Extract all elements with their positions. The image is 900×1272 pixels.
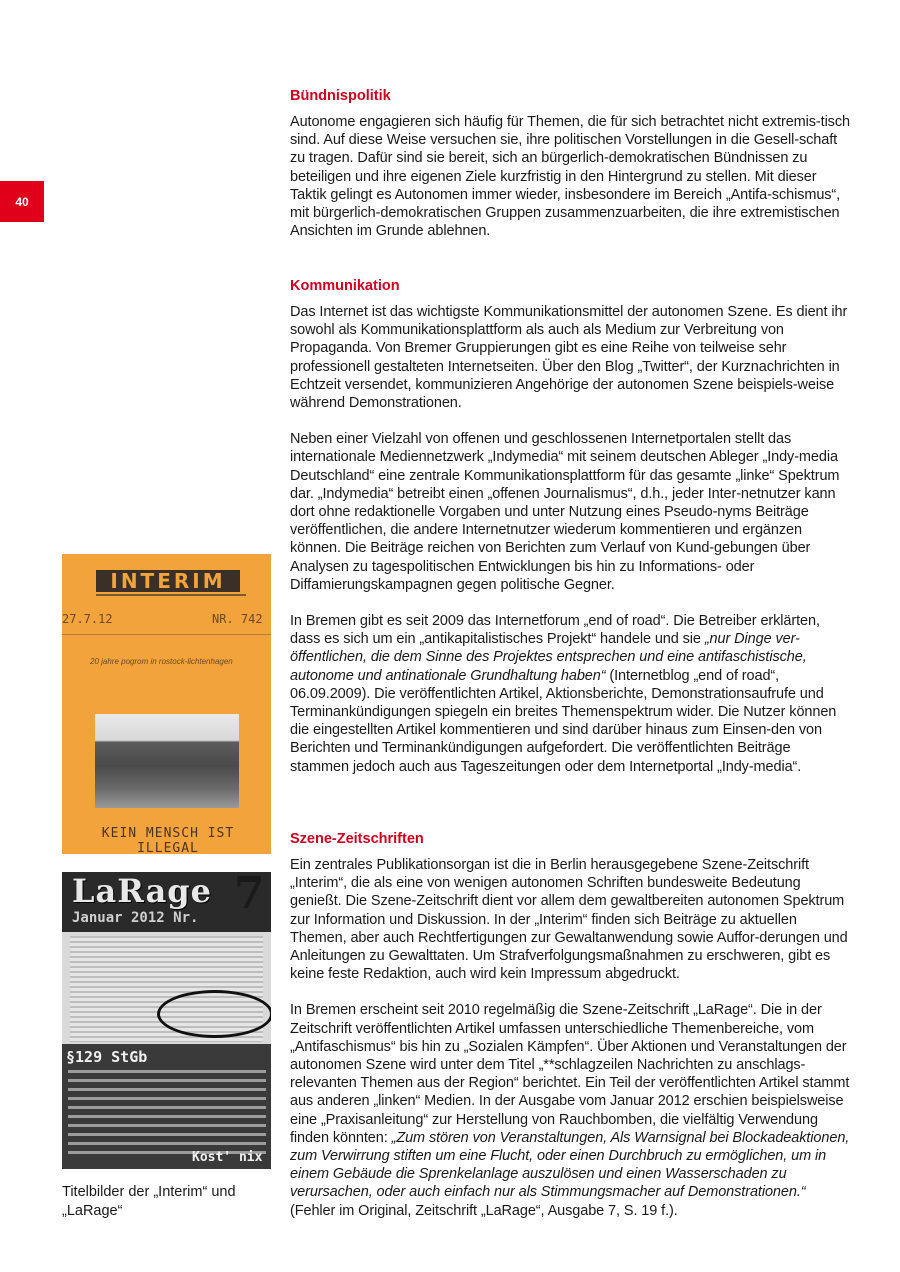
interim-masthead: INTERIM: [96, 570, 240, 592]
interim-cover-image: [62, 554, 271, 854]
text-run: (Internetblog „end of road“, 06.09.2009). Die veröffentlichten Artikel, Aktionsberichte, Demonstrationsaufrufe und Terminankündigungen spiegeln ein breites Themenspektrum wider. Die Nutzer können die eingestellten Artikel kommentieren und sind darüber hinaus zum Einsen-den von Berichten und Terminankündigungen aufgefordert. Die veröffentlichten Beiträge stammen jedoch auch aus Tageszeitungen oder dem Internetportal „Indy-media“.: [290, 667, 837, 775]
larage-footer: Kost' nix: [192, 1150, 263, 1165]
page-number-tab: [0, 181, 44, 222]
larage-masthead: LaRage: [72, 872, 213, 910]
larage-issue-number: 7: [234, 872, 265, 919]
section-kommunikation: [290, 277, 850, 776]
paragraph-larage: [290, 1001, 850, 1219]
section-heading: Szene-Zeitschriften: [290, 831, 424, 847]
text-run: In Bremen gibt es seit 2009 das Internetforum „end of road“. Die Betreiber erklärten, dass es sich um ein „antikapitalistisches Projekt“ handele und sie: [290, 613, 820, 648]
paragraph: Das Internet ist das wichtigste Kommunikationsmittel der autonomen Szene. Es dient ihr sowohl als Kommunikationsplattform als auch als Medium zur Verbreitung von Propaganda. Von Bremer Gruppierungen gibt es eine Reihe von teilweise sehr professionell gestalteten Internetseiten. Über den Blog „Twitter“, der Kurznachrichten in Echtzeit versendet, kommunizieren Angehörige der autonomen Szene beispiels-weise während Demonstrationen.: [290, 304, 848, 412]
larage-cover-image: [62, 872, 271, 1169]
section-szene-zeitschriften: [290, 830, 850, 1220]
section-buendnispolitik: [290, 87, 850, 240]
text-run: (Fehler im Original, Zeitschrift „LaRage“, Ausgabe 7, S. 19 f.).: [290, 1202, 678, 1219]
quote: „nur Dinge ver-öffentlichen, die dem Sinne des Projektes entsprechen und eine antifaschistische, autonome und antinationale Grundhaltung haben“: [290, 631, 807, 684]
page-number: 40: [15, 194, 29, 209]
paragraph-end-of-road: [290, 612, 850, 776]
larage-circle-mark: [157, 990, 271, 1038]
text-run: In Bremen erscheint seit 2010 regelmäßig die Szene-Zeitschrift „LaRage“. Die in der Zeitschrift veröffentlichten Artikel umfassen unterschiedliche Themenbereiche, vom „Antifaschismus“ bis hin zu „Sozialen Kämpfen“. Über Aktionen und Veranstaltungen der autonomen Szene wird unter dem Titel „**schlagzeilen Nachrichten zu anschlags-relevanten Themen aus der Region“ berichtet. Ein Teil der veröffentlichten Artikel stammt aus anderen „linken“ Medien. In der Ausgabe vom Januar 2012 erschien beispielsweise eine „Praxisanleitung“ zur Herstellung von Rauchbomben, die vielfältig Verwendung finden könnten:: [290, 1002, 850, 1146]
larage-law-text: [68, 1070, 266, 1154]
larage-subtitle: Januar 2012 Nr.: [72, 910, 199, 926]
interim-slogan: KEIN MENSCH IST ILLEGAL: [101, 826, 235, 854]
quote: „Zum stören von Veranstaltungen, Als Warnsignal bei Blockadeaktionen, zum Verwirrung stiften um eine Flucht, oder einen Durchbruch zu ermöglichen, um in einem Gebäude die Sprenkelanlage auszulösen und einen Wasserschaden zu verursachen, oder auch einfach nur als Stimmungsmacher auf Demonstrationen.“: [290, 1129, 850, 1201]
image-caption: Titelbilder der „Interim“ und „LaRage“: [62, 1184, 236, 1219]
paragraph: Neben einer Vielzahl von offenen und geschlossenen Internetportalen stellt das internationale Mediennetzwerk „Indymedia“ mit seinem deutschen Ableger „Indy-media Deutschland“ eine zentrale Kommunikationsplattform für das gesamte „linke“ Spektrum dar. „Indymedia“ betreibt einen „offenen Journalismus“, d.h., jeder Inter-netnutzer kann dort ohne redaktionelle Vorgaben und unter Nutzung eines Pseudo-nyms Beiträge veröffentlichen, die andere Internetnutzer wiederum kommentieren und ergänzen können. Die Beiträge reichen von Berichten zum Verlauf von Kund-gebungen über Analysen zu tagespolitischen Entwicklungen bis hin zu Informations- oder Diffamierungskampagnen gegen politische Gegner.: [290, 431, 840, 593]
interim-teaser: 20 jahre pogrom in rostock-lichtenhagen: [90, 657, 233, 666]
larage-law-heading: §129 StGb: [66, 1048, 148, 1066]
divider: [62, 634, 271, 635]
interim-date: 27.7.12: [62, 612, 113, 626]
section-heading: Bündnispolitik: [290, 88, 391, 104]
paragraph: Autonome engagieren sich häufig für Themen, die für sich betrachtet nicht extremis-tisch sind. Auf diese Weise versuchen sie, ihre politischen Vorstellungen in die Gesell-schaft zu tragen. Dafür sind sie bereit, sich an bürgerlich-demokratischen Bündnissen zu beteiligen und ihre eigenen Ziele kurzfristig in den Hintergrund zu stellen. Mit dieser Taktik gelingt es Autonomen immer wieder, insbesondere im Bereich „Antifa-schismus“, mit bürgerlich-demokratischen Gruppen zusammenzuarbeiten, die ihre extremistischen Ansichten im Grunde ablehnen.: [290, 114, 850, 240]
interim-issue: NR. 742: [212, 612, 263, 626]
interim-photo: [95, 714, 239, 808]
section-heading: Kommunikation: [290, 278, 400, 294]
divider: [96, 594, 246, 596]
paragraph: Ein zentrales Publikationsorgan ist die in Berlin herausgegebene Szene-Zeitschrift „Interim“, die als eine von wenigen autonomen Schriften bundesweite Bedeutung genießt. Die Szene-Zeitschrift dient vor allem dem gewaltbereiten autonomen Spektrum zur Information und Diskussion. In der „Interim“ finden sich Beiträge zu aktuellen Themen, aber auch Rechtfertigungen zur Gewaltanwendung sowie Auffor-derungen und Anleitungen zu Gewalttaten. Um Strafverfolgungsmaßnahmen zu erschweren, gibt es keine feste Redaktion, auch wird kein Impressum abgedruckt.: [290, 857, 848, 983]
